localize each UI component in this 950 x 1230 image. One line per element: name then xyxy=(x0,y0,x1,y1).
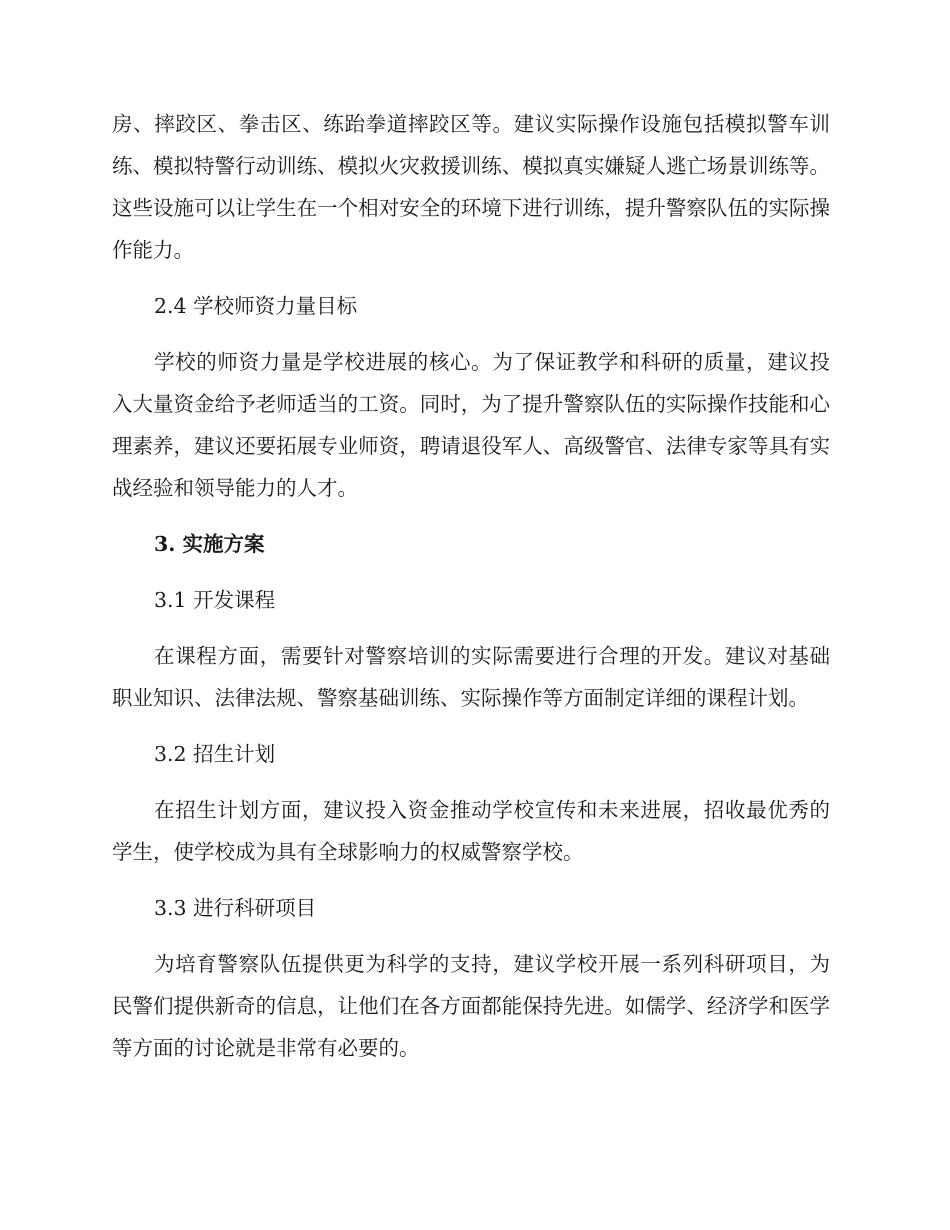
paragraph-enrollment: 在招生计划方面，建议投入资金推动学校宣传和未来进展，招收最优秀的学生，使学校成为具有全球影响力的权威警察学校。 xyxy=(112,798,830,864)
paragraph-facilities-continued: 房、摔跤区、拳击区、练跆拳道摔跤区等。建议实际操作设施包括模拟警车训练、模拟特警行动训练、模拟火灾救援训练、模拟真实嫌疑人逃亡场景训练等。这些设施可以让学生在一个相对安全的环境下进行训练，提升警察队伍的实际操作能力。 xyxy=(112,112,830,262)
paragraph-faculty: 学校的师资力量是学校进展的核心。为了保证教学和科研的质量，建议投入大量资金给予老师适当的工资。同时，为了提升警察队伍的实际操作技能和心理素养，建议还要拓展专业师资，聘请退役军人、高级警官、法律专家等具有实战经验和领导能力的人才。 xyxy=(112,350,830,500)
section-heading-2-4: 2.4 学校师资力量目标 xyxy=(154,294,358,318)
document-page xyxy=(112,103,830,1083)
paragraph-curriculum: 在课程方面，需要针对警察培训的实际需要进行合理的开发。建议对基础职业知识、法律法规、警察基础训练、实际操作等方面制定详细的课程计划。 xyxy=(112,644,830,710)
section-heading-3-3: 3.3 进行科研项目 xyxy=(154,896,317,920)
section-heading-3: 3. 实施方案 xyxy=(154,532,265,556)
section-heading-3-1: 3.1 开发课程 xyxy=(154,588,276,612)
paragraph-research: 为培育警察队伍提供更为科学的支持，建议学校开展一系列科研项目，为民警们提供新奇的信息，让他们在各方面都能保持先进。如儒学、经济学和医学等方面的讨论就是非常有必要的。 xyxy=(112,952,830,1060)
section-heading-3-2: 3.2 招生计划 xyxy=(154,742,276,766)
